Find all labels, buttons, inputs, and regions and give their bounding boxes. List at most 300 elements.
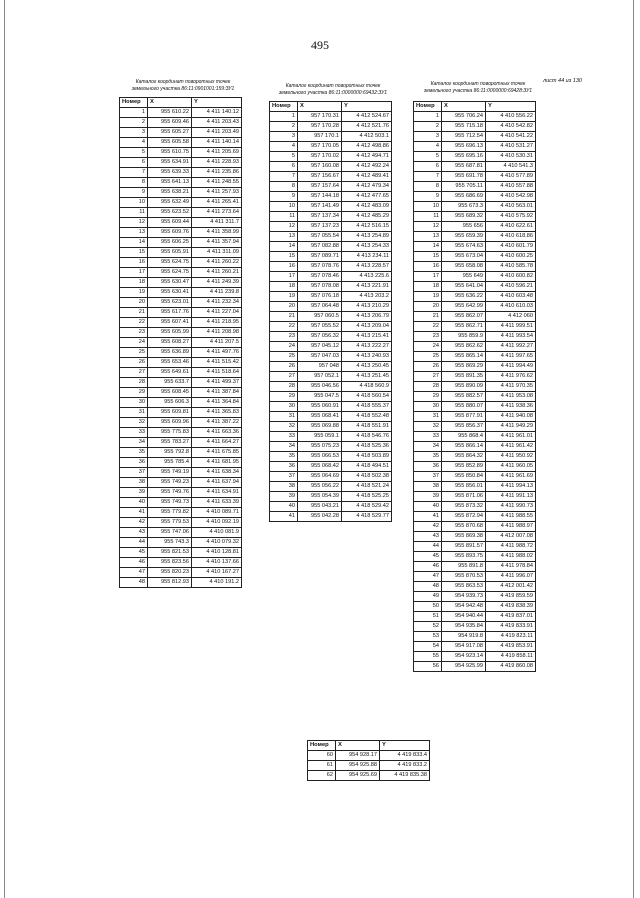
y-coordinate: 4 419 833.4: [380, 751, 430, 761]
x-coordinate: 955 893.75: [442, 552, 486, 562]
y-coordinate: 4 413 234.11: [342, 252, 392, 262]
table-row: [270, 262, 392, 272]
point-number: 53: [414, 632, 442, 642]
point-number: 15: [120, 248, 148, 258]
y-coordinate: 4 411 311.7: [192, 218, 242, 228]
table-row: [120, 308, 242, 318]
point-number: 56: [414, 662, 442, 672]
x-coordinate: 957 078.46: [298, 272, 342, 282]
page-number: 495: [311, 38, 329, 52]
table-row: [120, 538, 242, 548]
point-number: 52: [414, 622, 442, 632]
y-coordinate: 4 411 991.13: [486, 492, 536, 502]
table-row: [414, 462, 536, 472]
y-coordinate: 4 412 516.15: [342, 222, 392, 232]
y-coordinate: 4 410 585.78: [486, 262, 536, 272]
x-coordinate: 955 779.82: [148, 508, 192, 518]
table-row: [270, 242, 392, 252]
y-coordinate: 4 411 634.91: [192, 488, 242, 498]
table-row: [120, 268, 242, 278]
x-coordinate: 955 792.8: [148, 448, 192, 458]
x-coordinate: 957 060.5: [298, 312, 342, 322]
x-coordinate: 955 653.46: [148, 358, 192, 368]
y-coordinate: 4 411 953.08: [486, 392, 536, 402]
y-coordinate: 4 411 997.65: [486, 352, 536, 362]
point-number: 1: [270, 112, 298, 122]
point-number: 29: [120, 388, 148, 398]
table-row: [270, 182, 392, 192]
x-coordinate: 955 047.5: [298, 392, 342, 402]
point-number: 40: [414, 502, 442, 512]
table-row: [414, 582, 536, 592]
point-number: 5: [120, 148, 148, 158]
y-coordinate: 4 411 357.94: [192, 238, 242, 248]
y-coordinate: 4 410 530.31: [486, 152, 536, 162]
point-number: 25: [120, 348, 148, 358]
x-coordinate: 957 078.76: [298, 262, 342, 272]
x-coordinate: 955 605.91: [148, 248, 192, 258]
table-row: [414, 182, 536, 192]
table-row: [270, 512, 392, 522]
x-coordinate: 955 877.91: [442, 412, 486, 422]
point-number: 10: [120, 198, 148, 208]
y-coordinate: 4 411 260.22: [192, 258, 242, 268]
y-coordinate: 4 411 949.29: [486, 422, 536, 432]
table-row: [270, 122, 392, 132]
point-number: 23: [120, 328, 148, 338]
y-coordinate: 4 419 860.08: [486, 662, 536, 672]
point-number: 43: [120, 528, 148, 538]
x-coordinate: 955 863.53: [442, 582, 486, 592]
x-coordinate: 955 658.08: [442, 262, 486, 272]
table-row: [270, 412, 392, 422]
y-coordinate: 4 410 563.01: [486, 202, 536, 212]
y-coordinate: 4 411 227.04: [192, 308, 242, 318]
table-row: [270, 302, 392, 312]
y-coordinate: 4 411 518.64: [192, 368, 242, 378]
x-coordinate: 955 054.39: [298, 492, 342, 502]
point-number: 42: [414, 522, 442, 532]
point-number: 37: [414, 472, 442, 482]
table-row: [120, 438, 242, 448]
x-coordinate: 955 641.13: [148, 178, 192, 188]
x-coordinate: 954 928.17: [336, 751, 380, 761]
x-coordinate: 955 609.81: [148, 408, 192, 418]
x-coordinate: 957 047.03: [298, 352, 342, 362]
table-row: [414, 552, 536, 562]
y-coordinate: 4 413 209.04: [342, 322, 392, 332]
y-coordinate: 4 412 007.08: [486, 532, 536, 542]
coordinates-table-4: [307, 740, 430, 781]
point-number: 33: [120, 428, 148, 438]
y-coordinate: 4 411 994.13: [486, 482, 536, 492]
x-coordinate: 955 712.54: [442, 132, 486, 142]
point-number: 38: [120, 478, 148, 488]
table-row: [270, 162, 392, 172]
y-coordinate: 4 411 265.41: [192, 198, 242, 208]
y-coordinate: 4 418 560.54: [342, 392, 392, 402]
y-coordinate: 4 411 999.51: [486, 322, 536, 332]
y-coordinate: 4 411 978.84: [486, 562, 536, 572]
table-row: [270, 382, 392, 392]
table-row: [120, 428, 242, 438]
table-row: [414, 312, 536, 322]
y-coordinate: 4 411 938.36: [486, 402, 536, 412]
point-number: 26: [270, 362, 298, 372]
y-coordinate: 4 411 961.69: [486, 472, 536, 482]
y-coordinate: 4 410 600.25: [486, 252, 536, 262]
point-number: 47: [414, 572, 442, 582]
y-coordinate: 4 419 835.38: [380, 771, 430, 781]
point-number: 11: [414, 212, 442, 222]
point-number: 23: [414, 332, 442, 342]
table-row: [414, 662, 536, 672]
table-row: [270, 202, 392, 212]
point-number: 1: [120, 108, 148, 118]
sheet-label: лист 44 из 130: [543, 78, 582, 84]
column-header: Y: [192, 98, 242, 108]
table-row: [120, 398, 242, 408]
point-number: 21: [414, 312, 442, 322]
x-coordinate: 955 606.3: [148, 398, 192, 408]
y-coordinate: 4 419 833.2: [380, 761, 430, 771]
y-coordinate: 4 413 215.41: [342, 332, 392, 342]
x-coordinate: 954 940.44: [442, 612, 486, 622]
y-coordinate: 4 410 541.3: [486, 162, 536, 172]
table-row: [308, 751, 430, 761]
x-coordinate: 955 636.89: [148, 348, 192, 358]
point-number: 7: [270, 172, 298, 182]
x-coordinate: 955 075.23: [298, 442, 342, 452]
x-coordinate: 955 605.27: [148, 128, 192, 138]
y-coordinate: 4 418 529.77: [342, 512, 392, 522]
table-row: [120, 188, 242, 198]
table-row: [270, 392, 392, 402]
y-coordinate: 4 419 837.01: [486, 612, 536, 622]
table-3-caption: [413, 81, 543, 95]
y-coordinate: 4 411 996.07: [486, 572, 536, 582]
x-coordinate: 957 170.02: [298, 152, 342, 162]
y-coordinate: 4 411 273.64: [192, 208, 242, 218]
table-row: [120, 548, 242, 558]
x-coordinate: 954 939.73: [442, 592, 486, 602]
y-coordinate: 4 413 240.93: [342, 352, 392, 362]
table-row: [270, 132, 392, 142]
caption-line: земельного участка 86:11:0000000:69432:ЗУ1: [278, 90, 388, 96]
x-coordinate: 955 610.22: [148, 108, 192, 118]
table-row: [414, 152, 536, 162]
y-coordinate: 4 413 221.91: [342, 282, 392, 292]
x-coordinate: 955 606.25: [148, 238, 192, 248]
table-row: [120, 238, 242, 248]
x-coordinate: 955 859.9: [442, 332, 486, 342]
point-number: 24: [270, 342, 298, 352]
x-coordinate: 955 069.88: [298, 422, 342, 432]
point-number: 41: [270, 512, 298, 522]
point-number: 61: [308, 761, 336, 771]
caption-line: Каталог координат поворотных точек: [430, 81, 526, 87]
x-coordinate: 954 919.8: [442, 632, 486, 642]
y-coordinate: 4 410 618.86: [486, 232, 536, 242]
column-header: X: [148, 98, 192, 108]
x-coordinate: 957 170.31: [298, 112, 342, 122]
table-row: [120, 128, 242, 138]
point-number: 8: [414, 182, 442, 192]
table-row: [120, 488, 242, 498]
y-coordinate: 4 410 557.88: [486, 182, 536, 192]
y-coordinate: 4 413 228.57: [342, 262, 392, 272]
table-row: [120, 328, 242, 338]
point-number: 32: [414, 422, 442, 432]
point-number: 17: [120, 268, 148, 278]
table-row: [414, 252, 536, 262]
point-number: 34: [414, 442, 442, 452]
x-coordinate: 955 812.93: [148, 578, 192, 588]
table-row: [120, 568, 242, 578]
x-coordinate: 955 068.42: [298, 462, 342, 472]
x-coordinate: 955 743.3: [148, 538, 192, 548]
table-row: [270, 142, 392, 152]
x-coordinate: 957 082.88: [298, 242, 342, 252]
point-number: 32: [120, 418, 148, 428]
y-coordinate: 4 418 552.48: [342, 412, 392, 422]
point-number: 21: [120, 308, 148, 318]
y-coordinate: 4 418 494.51: [342, 462, 392, 472]
y-coordinate: 4 413 254.33: [342, 242, 392, 252]
x-coordinate: 955 609.96: [148, 418, 192, 428]
x-coordinate: 955 605.99: [148, 328, 192, 338]
table-row: [120, 518, 242, 528]
y-coordinate: 4 412 001.42: [486, 582, 536, 592]
point-number: 6: [120, 158, 148, 168]
y-coordinate: 4 411 499.37: [192, 378, 242, 388]
x-coordinate: 955 866.14: [442, 442, 486, 452]
point-number: 31: [270, 412, 298, 422]
point-number: 48: [414, 582, 442, 592]
point-number: 28: [120, 378, 148, 388]
table-row: [270, 352, 392, 362]
table-row: [120, 408, 242, 418]
x-coordinate: 955 696.13: [442, 142, 486, 152]
point-number: 33: [414, 432, 442, 442]
x-coordinate: 955 623.01: [148, 298, 192, 308]
x-coordinate: 957 170.28: [298, 122, 342, 132]
y-coordinate: 4 411 988.97: [486, 522, 536, 532]
point-number: 35: [120, 448, 148, 458]
y-coordinate: 4 411 988.02: [486, 552, 536, 562]
table-header-row: [414, 102, 536, 112]
point-number: 20: [270, 302, 298, 312]
y-coordinate: 4 413 254.89: [342, 232, 392, 242]
y-coordinate: 4 410 541.22: [486, 132, 536, 142]
x-coordinate: 955 630.47: [148, 278, 192, 288]
table-row: [308, 771, 430, 781]
y-coordinate: 4 410 089.71: [192, 508, 242, 518]
table-row: [270, 472, 392, 482]
table-row: [414, 342, 536, 352]
point-number: 14: [120, 238, 148, 248]
point-number: 27: [414, 372, 442, 382]
point-number: 36: [120, 458, 148, 468]
table-row: [270, 482, 392, 492]
x-coordinate: 955 695.16: [442, 152, 486, 162]
point-number: 3: [414, 132, 442, 142]
point-number: 4: [120, 138, 148, 148]
x-coordinate: 957 157.64: [298, 182, 342, 192]
point-number: 7: [120, 168, 148, 178]
point-number: 19: [120, 288, 148, 298]
y-coordinate: 4 411 239.8: [192, 288, 242, 298]
x-coordinate: 955 820.23: [148, 568, 192, 578]
table-row: [270, 172, 392, 182]
y-coordinate: 4 411 515.42: [192, 358, 242, 368]
table-row: [270, 322, 392, 332]
x-coordinate: 957 089.71: [298, 252, 342, 262]
x-coordinate: 955 779.53: [148, 518, 192, 528]
table-row: [120, 208, 242, 218]
point-number: 22: [270, 322, 298, 332]
y-coordinate: 4 410 191.2: [192, 578, 242, 588]
x-coordinate: 955 046.56: [298, 382, 342, 392]
table-row: [270, 422, 392, 432]
point-number: 10: [414, 202, 442, 212]
x-coordinate: 955 882.57: [442, 392, 486, 402]
point-number: 30: [270, 402, 298, 412]
table-row: [414, 142, 536, 152]
y-coordinate: 4 411 988.55: [486, 512, 536, 522]
y-coordinate: 4 411 940.08: [486, 412, 536, 422]
table-row: [270, 192, 392, 202]
table-row: [270, 292, 392, 302]
x-coordinate: 955 865.14: [442, 352, 486, 362]
y-coordinate: 4 411 203.49: [192, 128, 242, 138]
y-coordinate: 4 410 603.48: [486, 292, 536, 302]
table-row: [414, 202, 536, 212]
y-coordinate: 4 412 479.34: [342, 182, 392, 192]
point-number: 50: [414, 602, 442, 612]
point-number: 34: [270, 442, 298, 452]
table-row: [120, 228, 242, 238]
y-coordinate: 4 411 249.39: [192, 278, 242, 288]
point-number: 14: [414, 242, 442, 252]
y-coordinate: 4 410 542.82: [486, 122, 536, 132]
point-number: 13: [414, 232, 442, 242]
table-row: [120, 378, 242, 388]
y-coordinate: 4 411 994.49: [486, 362, 536, 372]
table-row: [414, 382, 536, 392]
y-coordinate: 4 418 521.24: [342, 482, 392, 492]
point-number: 2: [120, 118, 148, 128]
point-number: 42: [120, 518, 148, 528]
point-number: 11: [270, 212, 298, 222]
x-coordinate: 955 852.89: [442, 462, 486, 472]
table-row: [120, 498, 242, 508]
table-2-caption: [268, 83, 398, 97]
x-coordinate: 955 689.32: [442, 212, 486, 222]
y-coordinate: 4 412 492.24: [342, 162, 392, 172]
table-row: [414, 642, 536, 652]
x-coordinate: 957 052.1: [298, 372, 342, 382]
x-coordinate: 955 609.46: [148, 118, 192, 128]
table-row: [270, 462, 392, 472]
table-row: [414, 372, 536, 382]
point-number: 26: [120, 358, 148, 368]
column-header: Y: [486, 102, 536, 112]
table-row: [414, 322, 536, 332]
y-coordinate: 4 411 664.27: [192, 438, 242, 448]
x-coordinate: 955 042.28: [298, 512, 342, 522]
y-coordinate: 4 419 823.11: [486, 632, 536, 642]
column-header: X: [442, 102, 486, 112]
x-coordinate: 957 170.1: [298, 132, 342, 142]
x-coordinate: 957 045.12: [298, 342, 342, 352]
point-number: 46: [120, 558, 148, 568]
caption-line: земельного участка 86:11:0000000:69428:ЗУ1: [423, 88, 533, 94]
x-coordinate: 955 656: [442, 222, 486, 232]
x-coordinate: 957 078.08: [298, 282, 342, 292]
x-coordinate: 955 871.06: [442, 492, 486, 502]
table-row: [120, 458, 242, 468]
y-coordinate: 4 411 970.35: [486, 382, 536, 392]
x-coordinate: 955 649: [442, 272, 486, 282]
y-coordinate: 4 411 140.14: [192, 138, 242, 148]
point-number: 39: [270, 492, 298, 502]
table-row: [270, 362, 392, 372]
table-row: [120, 358, 242, 368]
point-number: 36: [270, 462, 298, 472]
x-coordinate: 955 869.29: [442, 362, 486, 372]
table-row: [270, 372, 392, 382]
column-header: X: [298, 102, 342, 112]
point-number: 1: [414, 112, 442, 122]
x-coordinate: 955 674.63: [442, 242, 486, 252]
y-coordinate: 4 411 140.12: [192, 108, 242, 118]
y-coordinate: 4 410 542.98: [486, 192, 536, 202]
x-coordinate: 955 673.04: [442, 252, 486, 262]
y-coordinate: 4 410 128.81: [192, 548, 242, 558]
point-number: 19: [414, 292, 442, 302]
table-row: [414, 302, 536, 312]
x-coordinate: 955 823.56: [148, 558, 192, 568]
table-row: [270, 502, 392, 512]
point-number: 13: [120, 228, 148, 238]
x-coordinate: 955 862.62: [442, 342, 486, 352]
table-row: [270, 342, 392, 352]
x-coordinate: 955 749.23: [148, 478, 192, 488]
x-coordinate: 955 636.22: [442, 292, 486, 302]
point-number: 6: [414, 162, 442, 172]
x-coordinate: 954 923.14: [442, 652, 486, 662]
point-number: 22: [120, 318, 148, 328]
table-row: [120, 558, 242, 568]
x-coordinate: 955 630.41: [148, 288, 192, 298]
y-coordinate: 4 410 622.61: [486, 222, 536, 232]
table-row: [414, 612, 536, 622]
y-coordinate: 4 411 497.76: [192, 348, 242, 358]
y-coordinate: 4 411 663.36: [192, 428, 242, 438]
table-header-row: [270, 102, 392, 112]
point-number: 29: [414, 392, 442, 402]
table-row: [120, 508, 242, 518]
y-coordinate: 4 410 556.22: [486, 112, 536, 122]
y-coordinate: 4 411 993.54: [486, 332, 536, 342]
x-coordinate: 955 749.73: [148, 498, 192, 508]
table-row: [414, 572, 536, 582]
table-row: [120, 578, 242, 588]
table-row: [414, 242, 536, 252]
point-number: 48: [120, 578, 148, 588]
y-coordinate: 4 418 560.9: [342, 382, 392, 392]
